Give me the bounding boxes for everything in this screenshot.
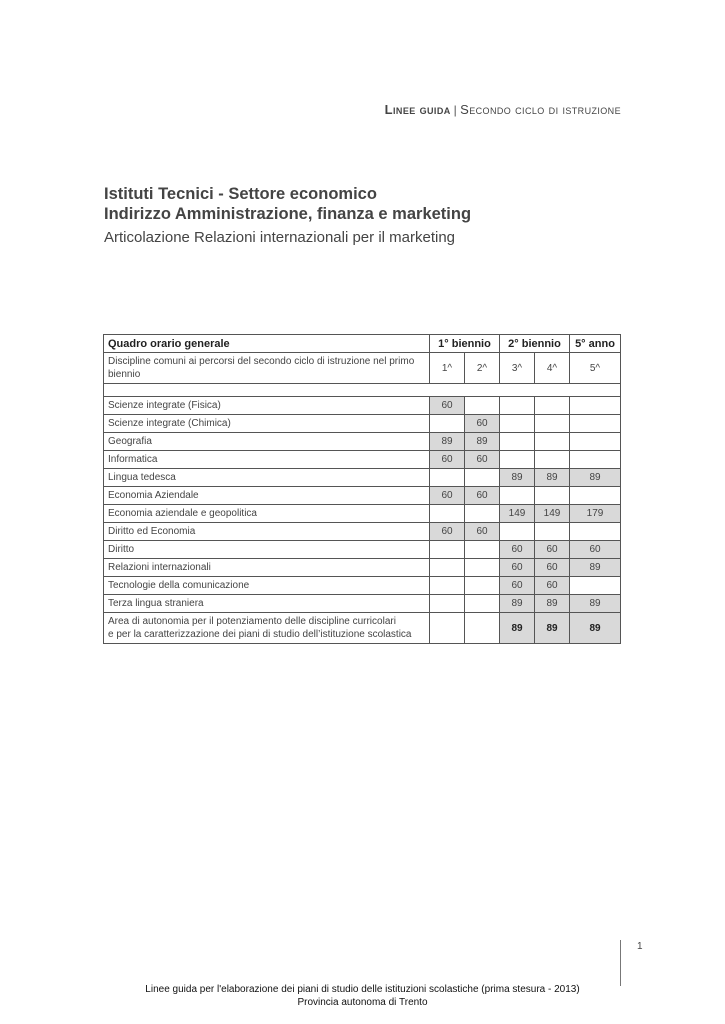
hours-cell: 60 bbox=[430, 523, 465, 541]
hours-cell bbox=[430, 595, 465, 613]
year-5-label: 5^ bbox=[570, 353, 621, 384]
document-title-line1: Istituti Tecnici - Settore economico bbox=[104, 185, 377, 203]
subject-name: Economia Aziendale bbox=[104, 487, 430, 505]
autonomy-row bbox=[104, 613, 621, 644]
autonomy-y2 bbox=[465, 613, 500, 644]
hours-cell bbox=[570, 523, 621, 541]
hours-cell bbox=[500, 415, 535, 433]
hours-cell bbox=[570, 487, 621, 505]
header-title: Linee guida bbox=[384, 102, 451, 117]
hours-cell: 149 bbox=[535, 505, 570, 523]
hours-cell: 60 bbox=[465, 415, 500, 433]
autonomy-y3: 89 bbox=[500, 613, 535, 644]
hours-cell bbox=[465, 559, 500, 577]
table-row bbox=[104, 451, 621, 469]
hours-cell bbox=[430, 415, 465, 433]
hours-cell: 60 bbox=[500, 559, 535, 577]
year-1-label: 1^ bbox=[430, 353, 465, 384]
hours-cell: 149 bbox=[500, 505, 535, 523]
header-separator: | bbox=[453, 103, 458, 117]
hours-cell: 60 bbox=[500, 541, 535, 559]
table-row bbox=[104, 469, 621, 487]
hours-cell: 89 bbox=[570, 559, 621, 577]
hours-cell bbox=[535, 487, 570, 505]
hours-cell: 60 bbox=[535, 559, 570, 577]
hours-cell bbox=[430, 559, 465, 577]
hours-cell bbox=[465, 397, 500, 415]
hours-cell: 60 bbox=[465, 523, 500, 541]
hours-cell bbox=[500, 451, 535, 469]
hours-cell: 60 bbox=[465, 487, 500, 505]
hours-cell: 89 bbox=[535, 595, 570, 613]
hours-cell bbox=[430, 577, 465, 595]
footer-line1: Linee guida per l'elaborazione dei piani di studio delle istituzioni scolastiche (prima stesura - 2013) bbox=[145, 984, 580, 995]
year-3-label: 3^ bbox=[500, 353, 535, 384]
hours-cell bbox=[465, 541, 500, 559]
hours-cell: 60 bbox=[430, 397, 465, 415]
page-number-rule bbox=[620, 940, 621, 986]
autonomy-label-line1: Area di autonomia per il potenziamento delle discipline curricolari bbox=[108, 616, 396, 627]
hours-cell bbox=[535, 397, 570, 415]
subject-name: Scienze integrate (Fisica) bbox=[104, 397, 430, 415]
hours-cell bbox=[500, 433, 535, 451]
document-title-line2: Indirizzo Amministrazione, finanza e marketing bbox=[104, 205, 472, 223]
subject-name: Terza lingua straniera bbox=[104, 595, 430, 613]
hours-cell bbox=[430, 505, 465, 523]
subject-name: Geografia bbox=[104, 433, 430, 451]
hours-cell: 89 bbox=[500, 469, 535, 487]
autonomy-y1 bbox=[430, 613, 465, 644]
hours-cell bbox=[535, 451, 570, 469]
hours-cell bbox=[465, 577, 500, 595]
subject-name: Scienze integrate (Chimica) bbox=[104, 415, 430, 433]
subject-name: Diritto bbox=[104, 541, 430, 559]
year-2-label: 2^ bbox=[465, 353, 500, 384]
hours-cell bbox=[500, 487, 535, 505]
footer-line2: Provincia autonoma di Trento bbox=[297, 997, 428, 1008]
autonomy-label bbox=[104, 613, 430, 644]
header-label: Quadro orario generale bbox=[104, 335, 430, 353]
table-row bbox=[104, 415, 621, 433]
subject-rows bbox=[104, 397, 621, 613]
hours-cell bbox=[430, 541, 465, 559]
hours-cell bbox=[570, 451, 621, 469]
table-row bbox=[104, 487, 621, 505]
spacer-cell bbox=[104, 384, 621, 397]
subject-name: Relazioni internazionali bbox=[104, 559, 430, 577]
hours-cell bbox=[465, 595, 500, 613]
subject-name: Diritto ed Economia bbox=[104, 523, 430, 541]
subject-name: Tecnologie della comunicazione bbox=[104, 577, 430, 595]
table-row bbox=[104, 595, 621, 613]
running-header bbox=[385, 102, 621, 117]
table-row bbox=[104, 559, 621, 577]
spacer-row bbox=[104, 384, 621, 397]
hours-cell: 89 bbox=[465, 433, 500, 451]
autonomy-label-line2: e per la caratterizzazione dei piani di studio dell’istituzione scolastica bbox=[108, 629, 412, 640]
hours-cell: 60 bbox=[535, 541, 570, 559]
hours-cell bbox=[535, 523, 570, 541]
hours-cell bbox=[535, 433, 570, 451]
subject-name: Economia aziendale e geopolitica bbox=[104, 505, 430, 523]
hours-cell bbox=[570, 415, 621, 433]
hours-cell: 60 bbox=[430, 451, 465, 469]
header-biennio-2: 2° biennio bbox=[500, 335, 570, 353]
hours-cell: 60 bbox=[430, 487, 465, 505]
subheader-label: Discipline comuni ai percorsi del secondo ciclo di istruzione nel primo biennio bbox=[104, 353, 430, 384]
hours-cell bbox=[465, 505, 500, 523]
hours-cell bbox=[570, 433, 621, 451]
table-row bbox=[104, 505, 621, 523]
hours-cell: 89 bbox=[535, 469, 570, 487]
hours-cell: 89 bbox=[430, 433, 465, 451]
hours-cell: 179 bbox=[570, 505, 621, 523]
hours-cell: 89 bbox=[500, 595, 535, 613]
table-row bbox=[104, 397, 621, 415]
table-subheader-row bbox=[104, 353, 621, 384]
hours-cell bbox=[465, 469, 500, 487]
table-row bbox=[104, 577, 621, 595]
table-row bbox=[104, 433, 621, 451]
header-subtitle: Secondo ciclo di istruzione bbox=[460, 102, 621, 117]
hours-cell: 60 bbox=[465, 451, 500, 469]
hours-cell bbox=[430, 469, 465, 487]
subject-name: Lingua tedesca bbox=[104, 469, 430, 487]
header-biennio-1: 1° biennio bbox=[430, 335, 500, 353]
hours-cell: 89 bbox=[570, 469, 621, 487]
footer bbox=[0, 983, 725, 1009]
hours-cell: 60 bbox=[500, 577, 535, 595]
subject-name: Informatica bbox=[104, 451, 430, 469]
year-4-label: 4^ bbox=[535, 353, 570, 384]
hours-cell: 89 bbox=[570, 595, 621, 613]
hours-cell: 60 bbox=[535, 577, 570, 595]
title-block bbox=[104, 184, 471, 246]
hours-cell bbox=[500, 523, 535, 541]
autonomy-y4: 89 bbox=[535, 613, 570, 644]
page-number: 1 bbox=[637, 941, 643, 952]
timetable bbox=[103, 334, 621, 644]
document-subtitle: Articolazione Relazioni internazionali per il marketing bbox=[104, 229, 456, 246]
hours-cell bbox=[535, 415, 570, 433]
table-row bbox=[104, 541, 621, 559]
hours-cell bbox=[570, 397, 621, 415]
hours-cell bbox=[570, 577, 621, 595]
table-header-row bbox=[104, 335, 621, 353]
header-anno-5: 5° anno bbox=[570, 335, 621, 353]
hours-cell bbox=[500, 397, 535, 415]
autonomy-y5: 89 bbox=[570, 613, 621, 644]
hours-cell: 60 bbox=[570, 541, 621, 559]
table-row bbox=[104, 523, 621, 541]
